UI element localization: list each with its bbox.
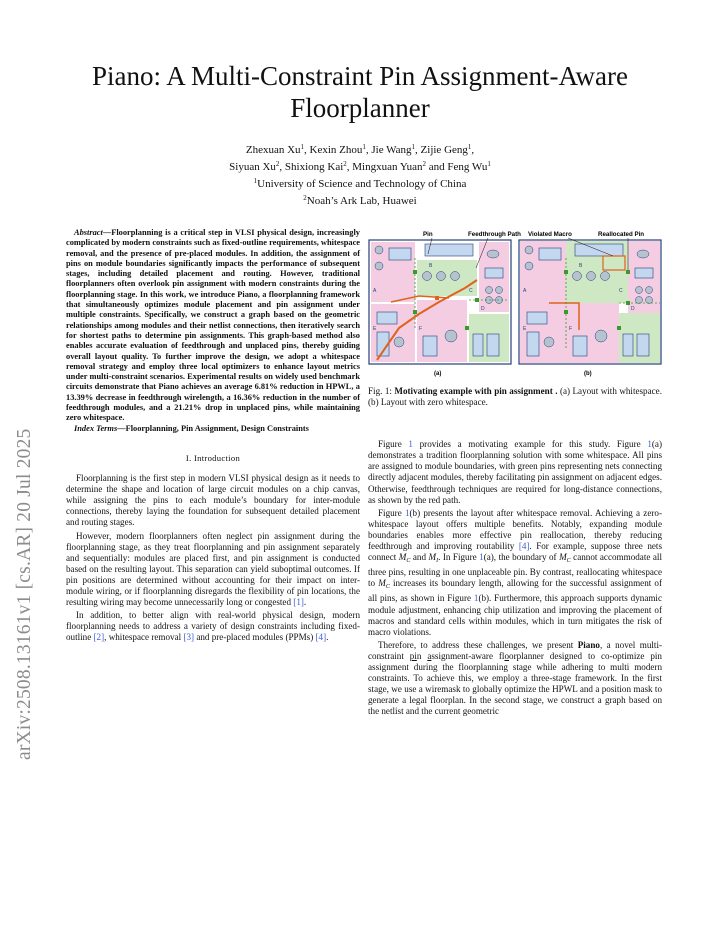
macro-a1 [389,248,411,260]
citation-link[interactable]: [2] [93,632,105,643]
author-block [60,140,660,208]
paper-title: Piano: A Multi-Constraint Pin Assignment-Aware Floorplanner [91,61,629,123]
figure-reference-link[interactable]: 1 [404,507,410,518]
body-paragraph-3: Therefore, to address these challenges, we present Piano, a novel multi-constraint pin assignment-aware floorplanner designed to co-optimize pin assignment during the floorplanning stage while adhering to multi modern constraints. To achieve this, we employ a three-stage framework. In the first stage, we use a wiremask to globally optimize the HPWL and a position mask to generate a legal floorplan. In the second stage, we construct a graph based on the netlist and the current geometric [368,639,663,717]
module-letter: C [469,288,473,294]
arxiv-identifier-stamp: arXiv:2508.13161v1 [cs.AR] 20 Jul 2025 [14,428,35,760]
figure-reference-link[interactable]: 1 [408,439,413,450]
figure-1-caption: Fig. 1: Motivating example with pin assignment . (a) Layout with whitespace. (b) Layout with zero whitespace. [368,386,662,408]
affiliation-1: $^1$University of Science and Technology of China [253,177,467,190]
module-letter: D [481,306,485,312]
citation-link[interactable]: [3] [183,632,195,643]
body-paragraph-1: Figure 1 provides a motivating example for this study. Figure 1(a) demonstrates a tradition floorplanning solution with some whitespace. All pins are assigned to module boundaries, with green pins representing nets connecting directly adjacent modules, thereby facilitating pin assignment on adjacent edges. Otherwise, feedthrough techniques are required for long-distance connections, as shown by the red path. [368,439,662,505]
citation-link[interactable]: [4] [518,541,530,552]
figure-reference-link[interactable]: 1 [473,593,479,604]
panel-a [369,240,511,364]
module-letter: F [569,326,573,332]
panel-b [519,240,661,364]
module-letter: B [429,263,433,269]
citation-link[interactable]: [1] [293,597,304,608]
module-letter: A [373,288,377,294]
left-column [66,228,360,645]
figure-reference-link[interactable]: 1 [647,439,652,450]
index-terms: Index Terms—Floorplanning, Pin Assignment, Design Constraints [74,423,309,433]
module-letter: D [631,306,635,312]
module-letter: B [579,263,583,269]
abstract: Abstract—Floorplanning is a critical step in VLSI physical design, increasingly complicated by modern constraints such as fixed-outline requirements, whitespace removal, and the presence of pre-placed modules. In addition, the assignment of pins on module boundaries significantly impacts the performance of subsequent stages, including detailed placement and routing. However, traditional floorplanners often overlook pin assignment with modern constraints during the floorplanning stage. In this work, we introduce Piano, a floorplanning framework that simultaneously optimizes module placement and pin assignment under multiple constraints. Specifically, we construct a graph based on the geometric relationships among modules and their netlist connections, then iteratively search for shortest paths to determine pin assignments. This graph-based method also enables accurate evaluation of feedthrough and unplaced pins, thereby guiding overall layout quality. To further improve the design, we adopt a whitespace removal strategy and employ three local optimizers to enhance layout metrics under multi-constraint scenarios. Experimental results on widely used benchmark circuits demonstrate that Piano achieves an average 6.81% reduction in HPWL, a 13.39% decrease in feedthrough wirelength, a 16.36% reduction in the number of feedthrough modules, and a 21.21% drop in unplaced pins, while maintaining zero whitespace. [66,228,360,423]
author-line-1: Zhexuan Xu$^1$, Kexin Zhou$^1$, Jie Wang$^1$, Zijie Geng$^1$, [245,143,475,156]
figure-label-feedthrough: Feedthrough Path [468,231,521,238]
floorplan-figure-svg [368,228,662,380]
figure-label-pin: Pin [423,231,433,238]
module-letter: E [523,326,527,332]
macro-a2 [425,244,473,256]
figure-label-reallocated-pin: Reallocated Pin [598,231,645,238]
module-letter: F [419,326,423,332]
subfigure-a-label: (a) [434,371,442,377]
author-line-2: Siyuan Xu$^2$, Shixiong Kai$^2$, Mingxuan Yuan$^2$ and Feng Wu$^1$ [229,160,491,173]
section-heading-introduction: I. Introduction [185,452,241,463]
citation-link[interactable]: [4] [315,632,327,643]
right-column [368,228,662,719]
module-letter: A [523,288,527,294]
intro-paragraph-1: Floorplanning is the first step in modern VLSI physical design as it needs to determine the shape and location of large circuit modules on a chip canvas, while assigning the pins to each module’s boundary for inter-module connections, thereby laying the foundation for subsequent detailed placement and routing stages. [66,473,360,528]
subfigure-b-label: (b) [584,371,592,377]
figure-1 [368,228,662,380]
figure-label-violated-macro: Violated Macro [528,231,572,238]
body-paragraph-2: Figure 1(b) presents the layout after whitespace removal. Achieving a zero-whitespace layout offers multiple benefits. Notably, expanding module boundaries enables more effective pin reallocation, thereby reducing feedthrough and improving routability [4]. For example, suppose three nets connect $M_C$ and $M_I$. In Figure 1(a), the boundary of $M_C$ cannot accommodate all three pins, resulting in one unplaceable pin. By contrast, reallocating whitespace to $M_C$ increases its boundary length, allowing for the successful assignment of all pins, as shown in Figure 1(b). Furthermore, this approach supports dynamic module adjustment, enhancing chip utilization and improving the placement of macros and standard cells within modules, which in turn mitigates the risk of macro violations. [368,507,662,637]
figure-reference-link[interactable]: 1 [479,552,484,563]
reallocated-pin [626,270,630,274]
affiliation-2: $^2$Noah’s Ark Lab, Huawei [303,194,417,207]
module-letter: C [619,288,623,294]
intro-paragraph-2: However, modern floorplanners often neglect pin assignment during the floorplanning stage, as they treat floorplanning and pin assignment separately and sequentially: modules are placed first, and pin assignment is conducted based on the resulting layout. This separation can yield suboptimal outcomes. If pin positions are determined without accounting for their impact on inter-module wiring, or if floorplanning disregards the flexibility of pin locations, the resulting wiring may become unnecessarily long or congested [1]. [66,530,360,608]
module-letter: E [373,326,377,332]
intro-paragraph-3: In addition, to better align with real-world physical design, modern floorplanning needs to address a variety of design constraints including fixed-outline [2], whitespace removal [3] and pre-placed modules (PPMs) [4]. [66,610,360,643]
